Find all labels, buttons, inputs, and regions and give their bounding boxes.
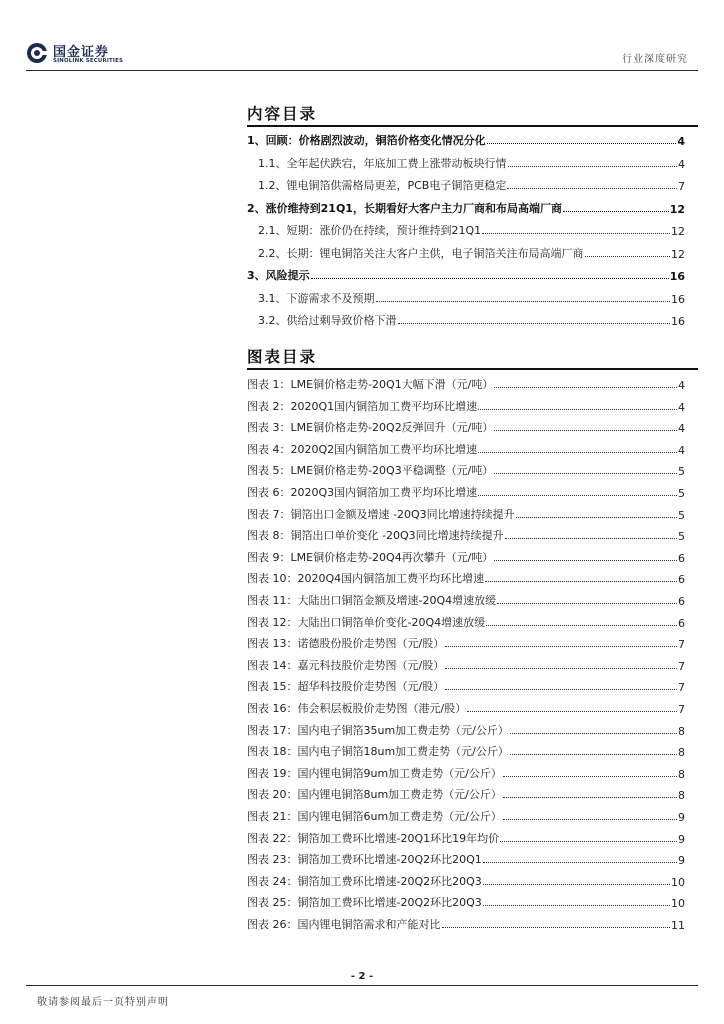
leader-dots xyxy=(508,166,678,167)
leader-dots xyxy=(376,301,671,302)
footer-divider xyxy=(26,985,698,986)
leader-dots xyxy=(585,256,671,257)
chart-entry-label: 图表 16：伟会积层板股价走势图（港元/股） xyxy=(247,702,467,715)
chart-entry-page: 8 xyxy=(678,724,685,738)
page-header xyxy=(26,40,698,70)
leader-dots xyxy=(478,409,677,410)
leader-dots xyxy=(486,625,677,626)
chart-entry-page: 6 xyxy=(678,573,685,587)
leader-dots xyxy=(510,754,677,755)
leader-dots xyxy=(445,646,677,647)
chart-entry-label: 图表 19：国内锂电铜箔9um加工费走势（元/公斤） xyxy=(247,766,502,780)
toc-entry-label: 1、回顾：价格剧烈波动，铜箔价格变化情况分化 xyxy=(247,134,486,147)
leader-dots xyxy=(445,668,677,669)
chart-entry[interactable] xyxy=(247,806,685,824)
chart-entry-label: 图表 18：国内电子铜箔18um加工费走势（元/公斤） xyxy=(247,745,509,759)
chart-entry-label: 图表 13：诺德股份股价走势图（元/股） xyxy=(247,637,445,651)
chart-entry-label: 图表 3：LME铜价格走势-20Q2反弹回升（元/吨） xyxy=(247,421,494,435)
chart-entry[interactable] xyxy=(247,720,685,738)
chart-entry-label: 图表 23：铜箔加工费环比增速-20Q2环比20Q1 xyxy=(247,853,482,867)
chart-entry-page: 4 xyxy=(678,422,685,436)
leader-dots xyxy=(503,776,677,777)
chart-entry-page: 9 xyxy=(678,832,685,846)
leader-dots xyxy=(483,905,670,906)
chart-entry-label: 图表 25：铜箔加工费环比增速-20Q2环比20Q3 xyxy=(247,896,482,910)
chart-entry-page: 7 xyxy=(678,681,685,695)
chart-entry-label: 图表 20：国内锂电铜箔8um加工费走势（元/公斤） xyxy=(247,788,502,802)
toc-entry-label: 3、风险提示 xyxy=(247,269,310,282)
charts-toc-title-rule xyxy=(247,368,698,370)
chart-entry-label: 图表 22：铜箔加工费环比增速-20Q1环比19年均价 xyxy=(247,831,500,845)
toc-entry[interactable] xyxy=(247,265,685,283)
leader-dots xyxy=(483,884,670,885)
leader-dots xyxy=(442,927,671,928)
toc-entry-label: 1.2、锂电铜箔供需格局更差，PCB电子铜箔更稳定 xyxy=(258,179,507,192)
toc-entry-page: 16 xyxy=(669,270,685,283)
toc-entry-label: 3.1、下游需求不及预期 xyxy=(258,291,375,305)
toc-entry-page: 12 xyxy=(669,202,685,216)
chart-entry-page: 7 xyxy=(678,659,685,673)
leader-dots xyxy=(467,711,677,712)
leader-dots xyxy=(398,323,671,324)
chart-entry-page: 5 xyxy=(678,508,685,522)
toc-entry-page: 16 xyxy=(671,292,685,306)
chart-entry-label: 图表 8：铜箔出口单价变化 -20Q3同比增速持续提升 xyxy=(247,529,504,543)
charts-toc-title: 图表目录 xyxy=(247,348,318,366)
chart-entry-page: 10 xyxy=(671,875,685,889)
leader-dots xyxy=(505,538,677,539)
chart-entry-page: 9 xyxy=(678,854,685,868)
chart-entry-label: 图表 11：大陆出口铜箔金额及增速-20Q4增速放缓 xyxy=(247,594,497,607)
chart-entry-label: 图表 21：国内锂电铜箔6um加工费走势（元/公斤） xyxy=(247,810,502,823)
chart-entry[interactable] xyxy=(247,547,685,565)
leader-dots xyxy=(445,689,677,690)
toc-entry-page: 16 xyxy=(671,315,685,328)
leader-dots xyxy=(494,387,677,388)
leader-dots xyxy=(483,862,677,863)
chart-entry-label: 图表 10：2020Q4国内铜箔加工费平均环比增速 xyxy=(247,572,485,586)
chart-entry[interactable] xyxy=(247,568,685,586)
chart-entry-label: 图表 4：2020Q2国内铜箔加工费平均环比增速 xyxy=(247,442,478,456)
chart-entry-page: 4 xyxy=(678,379,685,392)
toc-entry[interactable] xyxy=(247,198,685,216)
chart-entry-page: 5 xyxy=(678,530,685,544)
chart-entry-page: 9 xyxy=(678,811,685,824)
toc-entry[interactable] xyxy=(258,220,685,238)
chart-entry[interactable] xyxy=(247,482,685,500)
toc-entry-page: 12 xyxy=(671,225,685,238)
leader-dots xyxy=(478,495,677,496)
toc-entry[interactable] xyxy=(258,175,685,193)
chart-entry-label: 图表 12：大陆出口铜箔单价变化-20Q4增速放缓 xyxy=(247,615,486,629)
leader-dots xyxy=(500,841,677,842)
logo-text-en: SINOLINK SECURITIES xyxy=(53,58,124,64)
chart-entry-page: 4 xyxy=(678,443,685,457)
chart-entry[interactable] xyxy=(247,374,685,392)
toc-title: 内容目录 xyxy=(247,105,318,123)
chart-entry-page: 6 xyxy=(678,595,685,608)
chart-entry[interactable] xyxy=(247,417,685,435)
toc-entry-page: 12 xyxy=(671,247,685,261)
chart-entry-page: 8 xyxy=(678,767,685,781)
chart-entry[interactable] xyxy=(247,504,685,522)
chart-entry-page: 7 xyxy=(678,703,685,716)
leader-dots xyxy=(494,430,677,431)
chart-entry-page: 5 xyxy=(678,487,685,500)
chart-entry[interactable] xyxy=(247,871,685,889)
chart-entry-page: 6 xyxy=(678,551,685,565)
chart-entry-page: 8 xyxy=(678,789,685,803)
chart-entry-label: 图表 6：2020Q3国内铜箔加工费平均环比增速 xyxy=(247,486,478,499)
chart-entry[interactable] xyxy=(247,655,685,673)
chart-entry[interactable] xyxy=(247,590,685,608)
toc-title-rule xyxy=(247,125,698,127)
leader-dots xyxy=(482,233,670,234)
footer-disclaimer: 敬请参阅最后一页特别声明 xyxy=(37,997,169,1008)
chart-entry-page: 4 xyxy=(678,400,685,414)
logo-mark-icon xyxy=(26,42,48,64)
chart-entry-page: 10 xyxy=(671,897,685,911)
toc-entry[interactable] xyxy=(258,243,685,261)
leader-dots xyxy=(507,188,677,189)
chart-entry-page: 8 xyxy=(678,746,685,760)
company-logo xyxy=(26,40,136,68)
logo-text-cn: 国金证券 xyxy=(53,45,110,60)
chart-entry-label: 图表 17：国内电子铜箔35um加工费走势（元/公斤） xyxy=(247,723,509,737)
toc-entry[interactable] xyxy=(258,310,685,328)
leader-dots xyxy=(494,560,677,561)
chart-entry-label: 图表 24：铜箔加工费环比增速-20Q2环比20Q3 xyxy=(247,874,482,888)
chart-entry-page: 6 xyxy=(678,616,685,630)
leader-dots xyxy=(478,452,677,453)
chart-entry[interactable] xyxy=(247,741,685,759)
leader-dots xyxy=(494,473,677,474)
chart-entry[interactable] xyxy=(247,676,685,694)
chart-entry-page: 11 xyxy=(671,919,685,932)
chart-entry-label: 图表 15：超华科技股价走势图（元/股） xyxy=(247,680,445,694)
leader-dots xyxy=(311,278,669,279)
leader-dots xyxy=(487,143,677,144)
toc-entry-page: 4 xyxy=(678,157,685,171)
toc-entry-label: 2、涨价维持到21Q1，长期看好大客户主力厂商和布局高端厂商 xyxy=(247,201,562,215)
chart-entry-page: 7 xyxy=(678,638,685,652)
page-number: - 2 - xyxy=(350,971,374,982)
chart-entry[interactable] xyxy=(247,525,685,543)
chart-entry[interactable] xyxy=(247,396,685,414)
chart-entry[interactable] xyxy=(247,439,685,457)
leader-dots xyxy=(497,603,677,604)
chart-entry-page: 5 xyxy=(678,465,685,479)
toc-entry[interactable] xyxy=(258,153,685,171)
chart-entry[interactable] xyxy=(247,914,685,932)
chart-entry-label: 图表 26：国内锂电铜箔需求和产能对比 xyxy=(247,918,441,931)
toc-entry-label: 2.2、长期：锂电铜箔关注大客户主供，电子铜箔关注布局高端厂商 xyxy=(258,246,584,260)
leader-dots xyxy=(485,581,677,582)
report-category: 行业深度研究 xyxy=(622,54,688,65)
leader-dots xyxy=(510,733,677,734)
toc-entry-label: 2.1、短期：涨价仍在持续，预计维持到21Q1 xyxy=(258,224,482,237)
chart-entry-label: 图表 9：LME铜价格走势-20Q4再次攀升（元/吨） xyxy=(247,550,494,564)
chart-entry[interactable] xyxy=(247,633,685,651)
chart-entry[interactable] xyxy=(247,612,685,630)
chart-entry[interactable] xyxy=(247,892,685,910)
toc-entry-label: 3.2、供给过剩导致价格下滑 xyxy=(258,314,397,327)
leader-dots xyxy=(516,517,677,518)
chart-entry[interactable] xyxy=(247,784,685,802)
toc-entry-label: 1.1、全年起伏跌宕，年底加工费上涨带动板块行情 xyxy=(258,156,507,170)
chart-entry-label: 图表 7：铜箔出口金额及增速 -20Q3同比增速持续提升 xyxy=(247,507,515,521)
toc-entry-page: 7 xyxy=(678,180,685,193)
toc-entry[interactable] xyxy=(258,288,685,306)
header-divider xyxy=(26,70,698,71)
leader-dots xyxy=(563,211,669,212)
chart-entry[interactable] xyxy=(247,460,685,478)
chart-entry[interactable] xyxy=(247,698,685,716)
toc-entry[interactable] xyxy=(247,130,685,148)
leader-dots xyxy=(503,819,677,820)
chart-entry-label: 图表 1：LME铜价格走势-20Q1大幅下滑（元/吨） xyxy=(247,378,494,391)
chart-entry[interactable] xyxy=(247,828,685,846)
chart-entry-label: 图表 2：2020Q1国内铜箔加工费平均环比增速 xyxy=(247,399,478,413)
chart-entry-label: 图表 5：LME铜价格走势-20Q3平稳调整（元/吨） xyxy=(247,464,494,478)
chart-entry[interactable] xyxy=(247,763,685,781)
chart-entry-label: 图表 14：嘉元科技股价走势图（元/股） xyxy=(247,658,445,672)
toc-entry-page: 4 xyxy=(677,135,685,148)
chart-entry[interactable] xyxy=(247,849,685,867)
leader-dots xyxy=(503,797,677,798)
